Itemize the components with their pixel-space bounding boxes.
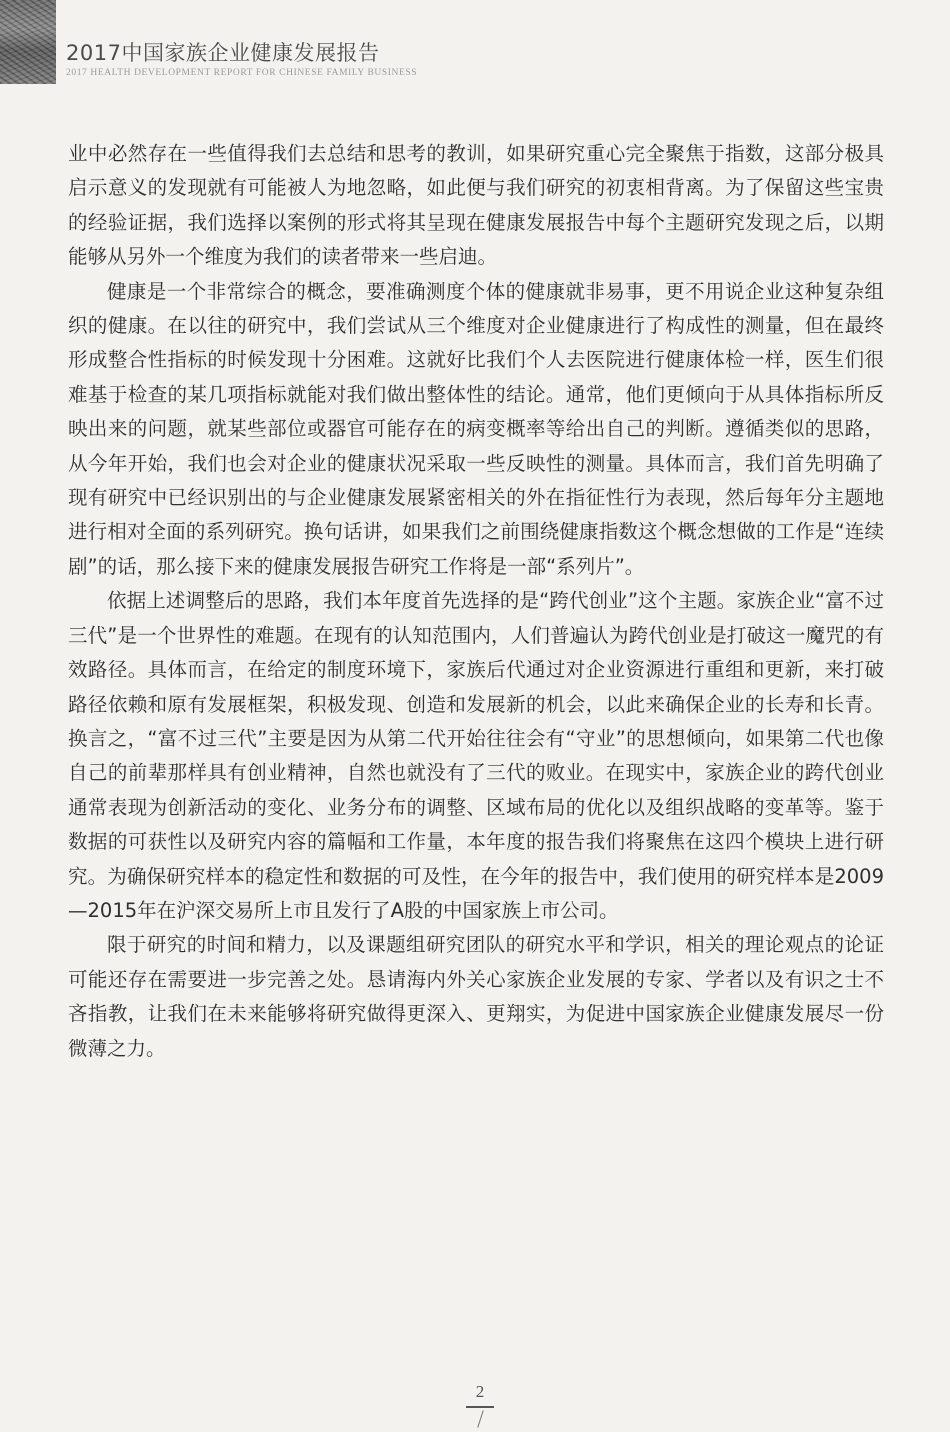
header-photo xyxy=(0,0,56,84)
paragraph-continued: 业中必然存在一些值得我们去总结和思考的教训，如果研究重心完全聚焦于指数，这部分极具启示意义的发现就有可能被人为地忽略，如此便与我们研究的初衷相背离。为了保留这些宝贵的经验证据，我们选择以案例的形式将其呈现在健康发展报告中每个主题研究发现之后，以期能够从另外一个维度为我们的读者带来一些启迪。 xyxy=(68,142,884,269)
paragraph-closing: 限于研究的时间和精力，以及课题组研究团队的研究水平和学识，相关的理论观点的论证可能还存在需要进一步完善之处。恳请海内外关心家族企业发展的专家、学者以及有识之士不吝指教，让我们在未来能够将研究做得更深入、更翔实，为促进中国家族企业健康发展尽一份微薄之力。 xyxy=(68,933,884,1060)
running-header-subtitle: 2017 HEALTH DEVELOPMENT REPORT FOR CHINESE FAMILY BUSINESS xyxy=(66,68,418,78)
body-text xyxy=(68,137,884,1066)
paragraph-health-measurement: 健康是一个非常综合的概念，要准确测度个体的健康就非易事，更不用说企业这种复杂组织的健康。在以往的研究中，我们尝试从三个维度对企业健康进行了构成性的测量，但在最终形成整合性指标的时候发现十分困难。这就好比我们个人去医院进行健康体检一样，医生们很难基于检查的某几项指标就能对我们做出整体性的结论。通常，他们更倾向于从具体指标所反映出来的问题，就某些部位或器官可能存在的病变概率等给出自己的判断。遵循类似的思路，从今年开始，我们也会对企业的健康状况采取一些反映性的测量。具体而言，我们首先明确了现有研究中已经识别出的与企业健康发展紧密相关的外在指征性行为表现，然后每年分主题地进行相对全面的系列研究。换句话讲，如果我们之前围绕健康指数这个概念想做的工作是“连续剧”的话，那么接下来的健康发展报告研究工作将是一部“系列片”。 xyxy=(68,279,884,578)
running-header-title: 2017中国家族企业健康发展报告 xyxy=(66,41,380,65)
page-number: 2 xyxy=(475,1382,485,1401)
paragraph-cross-generation: 依据上述调整后的思路，我们本年度首先选择的是“跨代创业”这个主题。家族企业“富不过三代”是一个世界性的难题。在现有的认知范围内，人们普遍认为跨代创业是打破这一魔咒的有效路径。具体而言，在给定的制度环境下，家族后代通过对企业资源进行重组和更新，来打破路径依赖和原有发展框架，积极发现、创造和发展新的机会，以此来确保企业的长寿和长青。换言之，“富不过三代”主要是因为从第二代开始往往会有“守业”的思想倾向，如果第二代也像自己的前辈那样具有创业精神，自然也就没有了三代的败业。在现实中，家族企业的跨代创业通常表现为创新活动的变化、业务分布的调整、区域布局的优化以及组织战略的变革等。鉴于数据的可获性以及研究内容的篇幅和工作量，本年度的报告我们将聚焦在这四个模块上进行研究。为确保研究样本的稳定性和数据的可及性，在今年的报告中，我们使用的研究样本是2009—2015年在沪深交易所上市且发行了A股的中国家族上市公司。 xyxy=(68,589,884,922)
page-number-tick xyxy=(477,1410,484,1427)
page-number-underline xyxy=(466,1406,494,1408)
